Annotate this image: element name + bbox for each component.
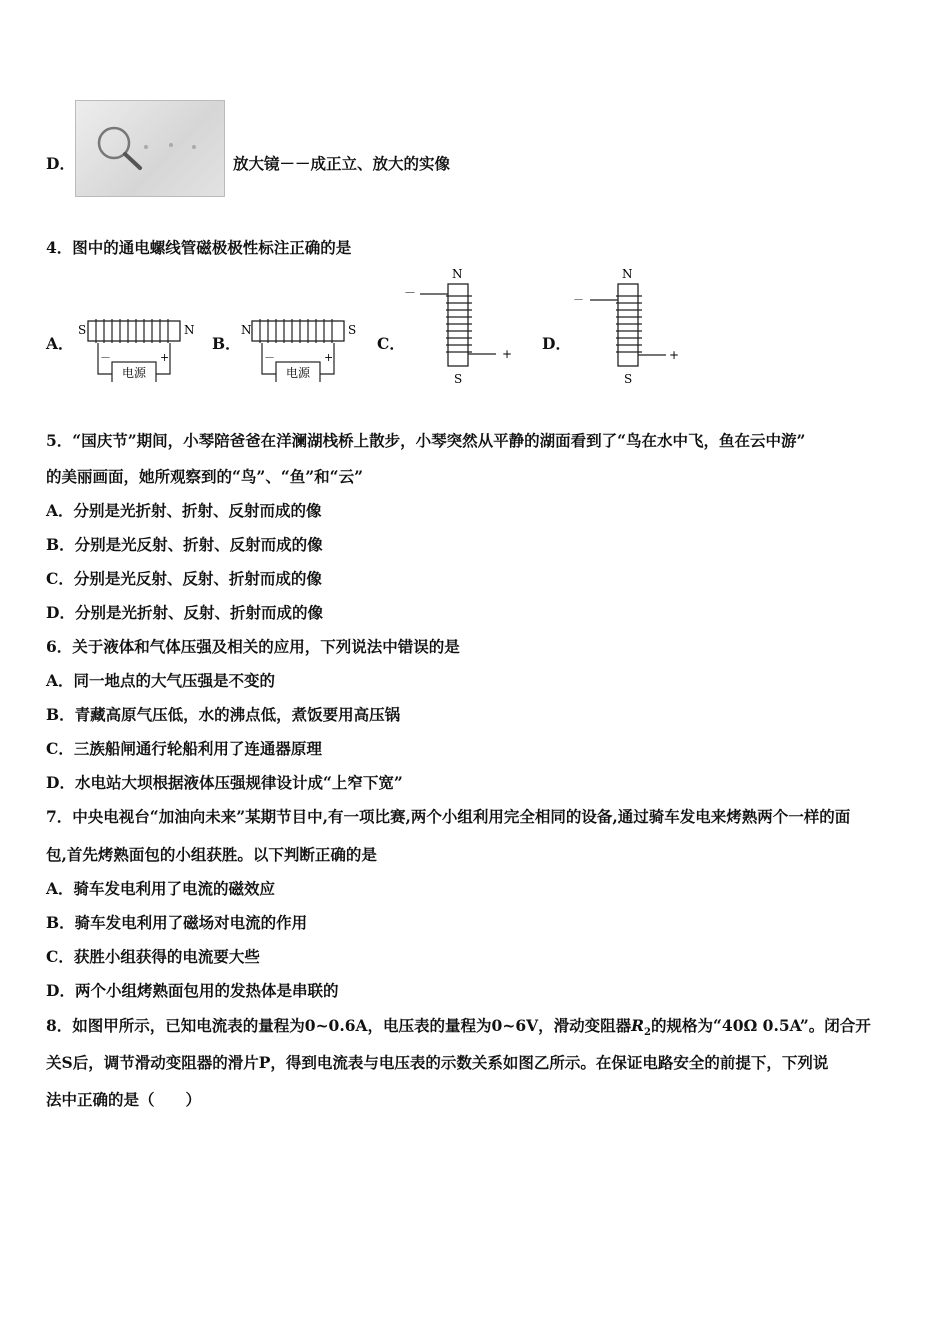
pole-label-right: S bbox=[348, 323, 357, 337]
q5-option-a: A．分别是光折射、折射、反射而成的像 bbox=[46, 501, 322, 520]
r2-subscript: 2 bbox=[644, 1027, 651, 1039]
minus-sign: － bbox=[264, 351, 275, 364]
solenoid-diagram-b bbox=[238, 316, 363, 386]
pole-label-right: N bbox=[184, 323, 195, 337]
q5-option-b: B．分别是光反射、折射、反射而成的像 bbox=[46, 535, 323, 554]
q8-stem-line-3: 法中正确的是（ ） bbox=[46, 1090, 202, 1109]
q4-option-a-label: A． bbox=[46, 334, 74, 353]
solenoid-diagram-a bbox=[74, 316, 199, 386]
q7-stem-line-2: 包,首先烤熟面包的小组获胜。以下判断正确的是 bbox=[46, 845, 377, 864]
magnifier-icon bbox=[76, 101, 224, 196]
plus-sign: + bbox=[669, 348, 680, 362]
q6-stem: 6．关于液体和气体压强及相关的应用，下列说法中错误的是 bbox=[46, 637, 460, 656]
q5-option-c: C．分别是光反射、反射、折射而成的像 bbox=[46, 569, 322, 588]
q7-stem-line-1: 7．中央电视台“加油向未来”某期节目中,有一项比赛,两个小组利用完全相同的设备,通过骑车发电来烤熟两个一样的面 bbox=[46, 807, 851, 826]
q4-option-c-label: C． bbox=[377, 334, 405, 353]
q7-option-d: D．两个小组烤熟面包用的发热体是串联的 bbox=[46, 981, 339, 1000]
pole-label-bottom: S bbox=[624, 372, 633, 386]
pole-label-left: S bbox=[78, 323, 87, 337]
q5-option-d: D．分别是光折射、反射、折射而成的像 bbox=[46, 603, 323, 622]
q4-stem: 4．图中的通电螺线管磁极极性标注正确的是 bbox=[46, 238, 352, 257]
q4-option-b-label: B． bbox=[212, 334, 241, 353]
plus-sign: + bbox=[324, 351, 334, 364]
minus-sign: － bbox=[100, 351, 111, 364]
q8-stem-line-2: 关S后，调节滑动变阻器的滑片P，得到电流表与电压表的示数关系如图乙所示。在保证电路安全的前提下，下列说 bbox=[46, 1053, 829, 1072]
minus-sign: － bbox=[404, 286, 417, 300]
pole-label-bottom: S bbox=[454, 372, 463, 386]
minus-sign: － bbox=[573, 293, 584, 306]
magnifier-image bbox=[75, 100, 225, 197]
pole-label-top: N bbox=[622, 267, 633, 281]
q7-option-b: B．骑车发电利用了磁场对电流的作用 bbox=[46, 913, 308, 932]
q7-option-a: A．骑车发电利用了电流的磁效应 bbox=[46, 879, 276, 898]
q8-stem-part-2: 的规格为“40Ω 0.5A”。闭合开 bbox=[651, 1016, 871, 1035]
q8-stem-part-1: 8．如图甲所示，已知电流表的量程为0~0.6A，电压表的量程为0~6V，滑动变阻器 bbox=[46, 1016, 632, 1035]
r2-symbol: R bbox=[631, 1016, 645, 1035]
solenoid-diagram-d bbox=[568, 266, 683, 392]
q7-option-c: C．获胜小组获得的电流要大些 bbox=[46, 947, 260, 966]
q4-option-d-label: D． bbox=[542, 334, 571, 353]
pole-label-top: N bbox=[452, 267, 463, 281]
pole-label-left: N bbox=[241, 323, 252, 337]
q5-stem-line-2: 的美丽画面，她所观察到的“鸟”、“鱼”和“云” bbox=[46, 467, 363, 486]
power-source-label: 电源 bbox=[286, 366, 311, 380]
power-source-label: 电源 bbox=[122, 366, 147, 380]
q6-option-c: C．三族船闸通行轮船利用了连通器原理 bbox=[46, 739, 322, 758]
q5-stem-line-1: 5．“国庆节”期间，小琴陪爸爸在洋澜湖栈桥上散步，小琴突然从平静的湖面看到了“鸟在水中飞，鱼在云中游” bbox=[46, 431, 806, 450]
q6-option-d: D．水电站大坝根据液体压强规律设计成“上窄下宽” bbox=[46, 773, 403, 792]
q6-option-b: B．青藏高原气压低，水的沸点低，煮饭要用高压锅 bbox=[46, 705, 401, 724]
q3-option-d-text: 放大镜－－成正立、放大的实像 bbox=[233, 154, 451, 173]
solenoid-diagram-c bbox=[402, 266, 517, 392]
q3-option-d-label: D． bbox=[46, 154, 75, 173]
plus-sign: + bbox=[502, 347, 513, 361]
q6-option-a: A．同一地点的大气压强是不变的 bbox=[46, 671, 276, 690]
q8-stem-line-1 bbox=[46, 1014, 871, 1038]
plus-sign: + bbox=[160, 351, 170, 364]
